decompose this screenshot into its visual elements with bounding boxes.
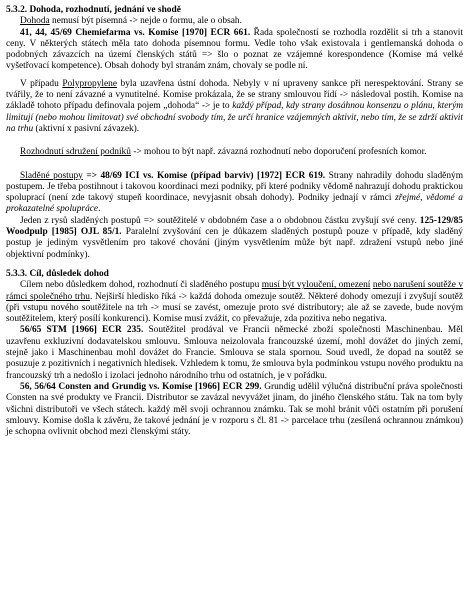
section-heading-5-3-3: 5.3.3. Cíl, důsledek dohod <box>6 268 109 279</box>
case-citation-consten-grundig: 56, 56/64 Consten and Grundig vs. Komise [1966] ECR 299. <box>20 381 262 392</box>
case-citation-woodpulp: 125-129/85 Woodpulp [1985] OJL 85/1. <box>6 215 463 238</box>
paragraph-dohoda: Dohoda nemusí být písemná -> nejde o formu, ale o obsah. <box>20 16 242 27</box>
phrase-naruseni: nebo narušení soutěže v rámci společného trhu <box>6 280 464 302</box>
paragraph-consten-grundig: 56, 56/64 Consten and Grundig vs. Komise [1966] ECR 299. Grundig udělil výlučná distribuční práva společnosti Consten na své produkty ve Francii. Distributor se zavázal nevyvážet jinam, do jiného členského státu. Tak na tom byly všichni distributoři ve všech státech. každý měl svoji ochrannou známku. Tak se mohl bránit vůči ostatním při porušení smlouvy. Komise došla k závěru, že takové jednání je v rozporu s čl. 81 -> parcelace trhu (zesílená ochrannou známkou) je schopna ovlivnit obchod mezi členskými státy. <box>6 381 463 438</box>
paragraph-woodpulp: Jeden z rysů sladěných postupů => soutěžitelé v obdobném čase a o obdobnou částku zvyšují své ceny. 125-129/85 Woodpulp [1985] OJL 85/1. Paralelní zvyšování cen je důkazem sladěných postupů pouze v případě, kdy sladěný postup je jediným vysvětlením pro takové chování (jiným vysvětlením může být např. zdražení vstupů nebo jiné objektivní podmínky). <box>6 215 463 260</box>
term-sladene-postupy: Sladěné postupy <box>20 170 83 181</box>
case-citation-chemiefarma: 41, 44, 45/69 Chemiefarma vs. Komise [1970] ECR 661. <box>20 27 251 38</box>
section-heading-5-3-2: 5.3.2. Dohoda, rozhodnutí, jednání ve shodě <box>6 5 181 15</box>
term-rozhodnuti: Rozhodnutí sdružení podniků <box>20 147 131 158</box>
paragraph-cil: Cílem nebo důsledkem dohod, rozhodnutí či sladěného postupu musí být vyloučení, omezení nebo narušení soutěže v rámci společného trhu. Nejširší hledisko říká -> každá dohoda omezuje soutěž. Některé dohody omezují i zvyšují soutěž (při vstupu nového soutěžitele na trh -> musí se zavést, omezuje proto své distributory; ale až se zavede, bude novým soutěžitelem, který posílí konkurenci). Komise musí zvážit, co převažuje, zda pozitiva nebo negativa. <box>6 280 464 325</box>
case-citation-stm: 56/65 STM [1966] ECR 235. <box>20 325 144 336</box>
paragraph-sladene-postupy: Sladěné postupy => 48/69 ICI vs. Komise (případ barviv) [1972] ECR 619. Strany nahradily dohodu sladěným postupem. Je třeba postihnout i takovou koordinaci mezi podniky, při které podniky vědomě nahrazují dohodu praktickou spoluprací (není zde takový stupeň koordinace, nevyjasnit obsah dohody). Podniky jednají v rámci zřejmé, vědomé a prokazatelné spolupráce. <box>6 170 463 215</box>
phrase-spoluprace: zřejmé, vědomé a prokazatelné spolupráce <box>6 193 463 215</box>
term-polypropylene: Polypropylene <box>62 78 118 89</box>
paragraph-stm: 56/65 STM [1966] ECR 235. Soutěžitel prodával ve Francii německé zboží společnosti Maschinenbau. Měl uzavřenu exkluzivní dodavatelskou smlouvu. Smlouva neizolovala francouzské území, mohl dovážet do jiných zemí, stejně jako i Maschinenbau mohl dovážet do Francie. Smlouva se stala spornou. Soud uvedl, že dopad na soutěž se posuzuje z pozitivních i negativních hledisek. Vzhledem k tomu, že smlouva byla podmínkou vstupu nového produktu na francouzský trh a nedošlo i izolaci jednoho národního trhu od ostatních, je v pořádku. <box>6 325 463 381</box>
paragraph-rozhodnuti: Rozhodnutí sdružení podniků -> mohou to být např. závazná rozhodnutí nebo doporučení profesních komor. <box>20 147 427 158</box>
phrase-vylouceni: musí být vyloučení, omezení <box>261 280 371 291</box>
term-dohoda: Dohoda <box>20 16 50 27</box>
definition-dohoda: každý případ, kdy strany dosáhnou konsenzu o plánu, kterým limitují (nebo mohou limitovat) své obchodní svobody tím, že určí hranice vzájemných aktivit, nebo tím, že se zdrží aktivit na trhu <box>6 101 463 134</box>
paragraph-chemiefarma: 41, 44, 45/69 Chemiefarma vs. Komise [1970] ECR 661. Řada společností se rozhodla rozdělit si trh a stanovit ceny. V některých státech měla tato dohoda písemnou formu. Vedle toho však existovala i gentlemanská dohoda o podobných závazcích na území členských států => šlo o poznat ze vzájemné korespondence (Komise má velké vyšetřovací kompetence). Obsah dohody byl stranám znám, chovaly se podle ní. <box>6 27 464 72</box>
paragraph-polypropylene: V případu Polypropylene byla uzavřena ústní dohoda. Nebyly v ní upraveny sankce při nerespektování. Strany se tvářily, že to není závazné a vynutitelné. Komise prokázala, že se strany smlouvou řídí -> následoval postih. Komise na základě tohoto případu definovala pojem „dohoda“ -> je to každý případ, kdy strany dosáhnou konsenzu o plánu, kterým limitují (nebo mohou limitovat) své obchodní svobody tím, že určí hranice vzájemných aktivit, nebo tím, že se zdrží aktivit na trhu (aktivní x pasivní závazek). <box>6 78 463 134</box>
case-citation-ici: => 48/69 ICI vs. Komise (případ barviv) [1972] ECR 619. <box>82 170 326 181</box>
